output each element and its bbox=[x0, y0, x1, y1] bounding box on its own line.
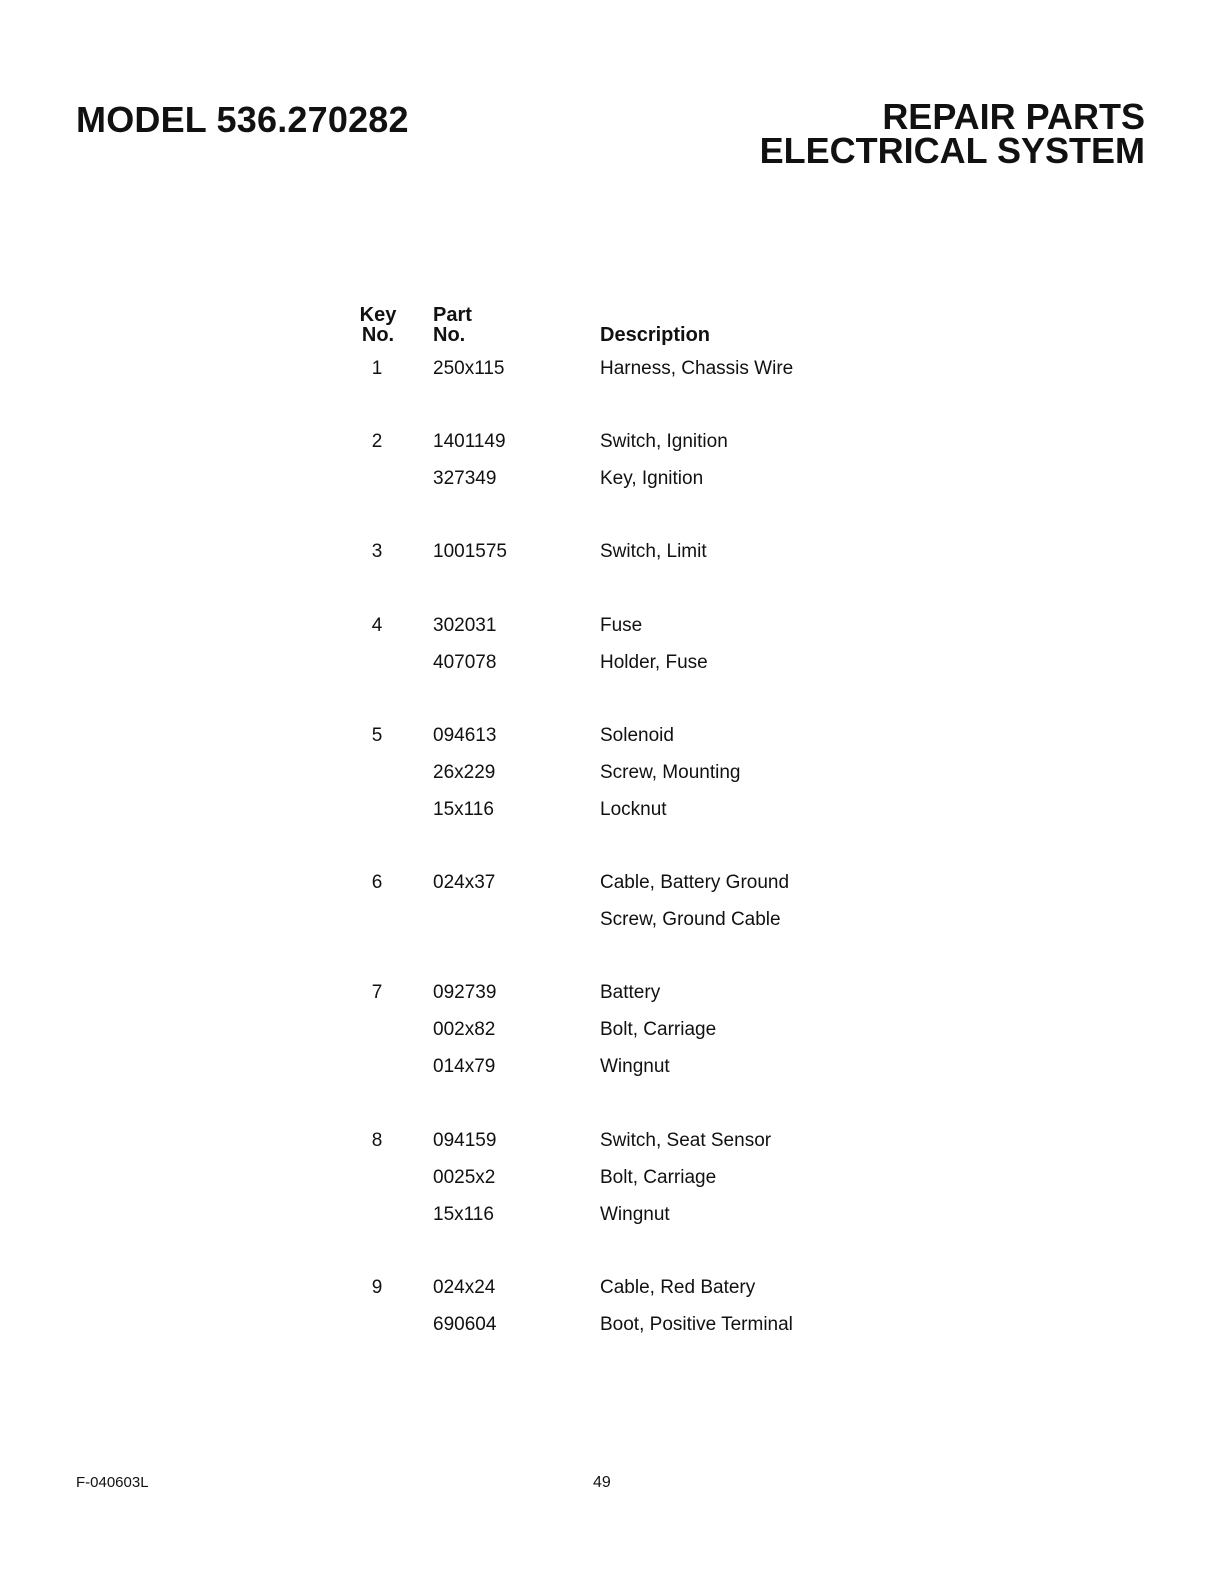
row-part-no: 024x37 bbox=[433, 872, 496, 893]
row-description: Bolt, Carriage bbox=[600, 1019, 717, 1040]
row-description: Cable, Battery Ground bbox=[600, 872, 790, 893]
row-key-no: 2 bbox=[371, 431, 383, 452]
row-description: Screw, Mounting bbox=[600, 762, 741, 783]
row-description: Cable, Red Batery bbox=[600, 1277, 756, 1298]
row-description: Boot, Positive Terminal bbox=[600, 1314, 793, 1335]
row-description: Holder, Fuse bbox=[600, 652, 708, 673]
footer-form-code: F-040603L bbox=[76, 1474, 149, 1491]
row-description: Screw, Ground Cable bbox=[600, 909, 781, 930]
row-description: Bolt, Carriage bbox=[600, 1167, 717, 1188]
row-key-no: 6 bbox=[371, 872, 383, 893]
section-title-line2: ELECTRICAL SYSTEM bbox=[759, 130, 1145, 171]
row-description: Key, Ignition bbox=[600, 468, 704, 489]
column-header-description: Description bbox=[600, 324, 711, 346]
row-part-no: 024x24 bbox=[433, 1277, 496, 1298]
column-header-key-line1: Key bbox=[359, 304, 397, 326]
row-key-no: 7 bbox=[371, 982, 383, 1003]
column-header-part-line1: Part bbox=[433, 304, 472, 326]
row-description: Switch, Ignition bbox=[600, 431, 728, 452]
row-part-no: 094613 bbox=[433, 725, 497, 746]
row-part-no: 690604 bbox=[433, 1314, 497, 1335]
page-number: 49 bbox=[593, 1474, 611, 1491]
row-part-no: 014x79 bbox=[433, 1056, 496, 1077]
row-description: Wingnut bbox=[600, 1056, 670, 1077]
row-part-no: 15x116 bbox=[433, 799, 494, 820]
row-part-no: 26x229 bbox=[433, 762, 496, 783]
row-part-no: 327349 bbox=[433, 468, 497, 489]
row-part-no: 1401149 bbox=[433, 431, 506, 452]
row-description: Fuse bbox=[600, 615, 643, 636]
row-part-no: 250x115 bbox=[433, 358, 505, 379]
row-part-no: 1001575 bbox=[433, 541, 507, 562]
row-description: Switch, Limit bbox=[600, 541, 707, 562]
row-part-no: 094159 bbox=[433, 1130, 497, 1151]
row-description: Switch, Seat Sensor bbox=[600, 1130, 772, 1151]
row-key-no: 4 bbox=[371, 615, 383, 636]
row-part-no: 302031 bbox=[433, 615, 497, 636]
row-description: Locknut bbox=[600, 799, 667, 820]
row-part-no: 407078 bbox=[433, 652, 497, 673]
section-title-line1: REPAIR PARTS bbox=[882, 96, 1145, 137]
row-key-no: 5 bbox=[371, 725, 383, 746]
row-description: Wingnut bbox=[600, 1204, 670, 1225]
column-header-part-line2: No. bbox=[433, 324, 466, 346]
row-key-no: 9 bbox=[371, 1277, 383, 1298]
row-description: Harness, Chassis Wire bbox=[600, 358, 794, 379]
model-title: MODEL 536.270282 bbox=[76, 99, 409, 140]
row-part-no: 15x116 bbox=[433, 1204, 494, 1225]
row-key-no: 1 bbox=[371, 358, 383, 379]
row-key-no: 8 bbox=[371, 1130, 383, 1151]
row-part-no: 002x82 bbox=[433, 1019, 496, 1040]
row-description: Solenoid bbox=[600, 725, 674, 746]
column-header-key-line2: No. bbox=[361, 324, 395, 346]
row-description: Battery bbox=[600, 982, 661, 1003]
row-key-no: 3 bbox=[371, 541, 383, 562]
row-part-no: 092739 bbox=[433, 982, 497, 1003]
row-part-no: 0025x2 bbox=[433, 1167, 496, 1188]
